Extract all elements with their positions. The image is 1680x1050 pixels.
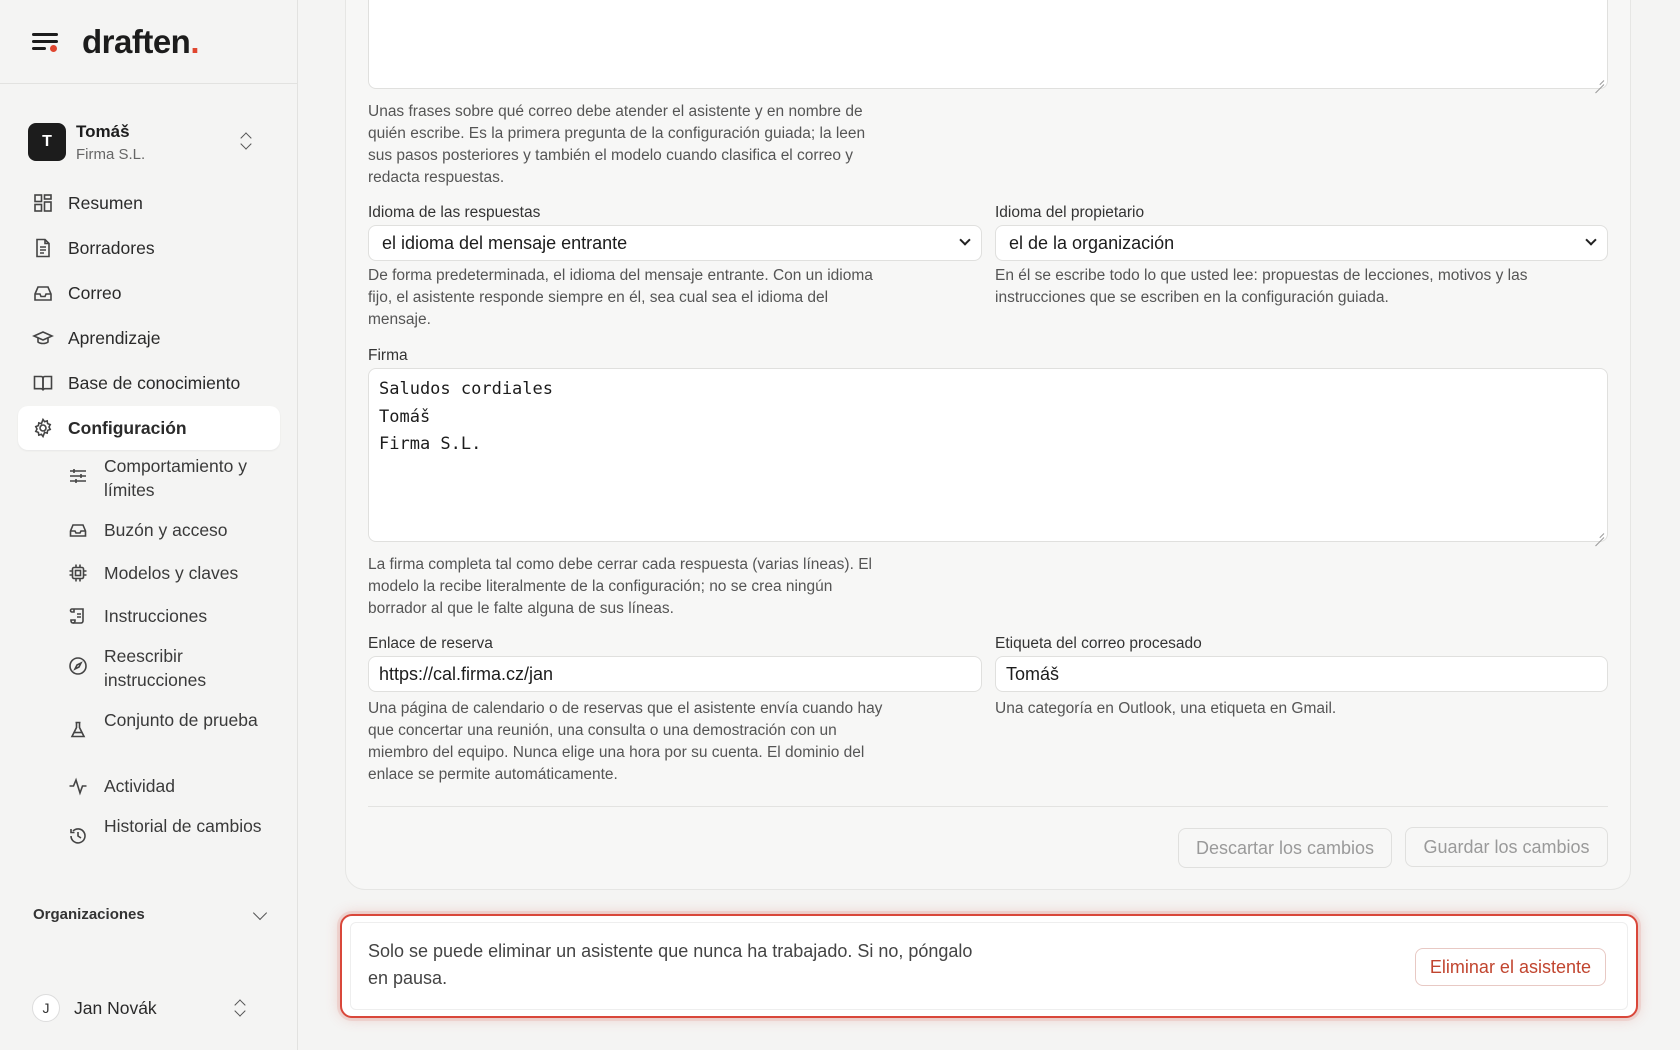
document-icon	[32, 237, 54, 259]
brand-bar	[0, 0, 297, 84]
chevron-down-icon	[1585, 234, 1596, 245]
subnav-item-instrucciones[interactable]: Instrucciones	[68, 604, 278, 644]
dashboard-icon	[32, 192, 54, 214]
account-switcher[interactable]	[28, 116, 272, 168]
subnav-item-actividad[interactable]: Actividad	[68, 774, 278, 814]
discard-changes-button[interactable]: Descartar los cambios	[1178, 828, 1392, 868]
processed-label-label: Etiqueta del correo procesado	[995, 635, 1202, 652]
settings-subnav	[68, 454, 278, 878]
graduation-cap-icon	[32, 327, 54, 349]
chip-icon	[68, 563, 88, 583]
main-content	[298, 0, 1680, 1050]
organizations-toggle[interactable]: Organizaciones	[33, 906, 265, 923]
logo[interactable]: draften.	[82, 22, 200, 60]
booking-link-label: Enlace de reserva	[368, 635, 493, 652]
booking-link-input[interactable]: https://cal.firma.cz/jan	[368, 656, 982, 692]
description-help: Unas frases sobre qué correo debe atender el asistente y en nombre de quién escribe. Es la primera pregunta de la configuración guiada; la leen sus pasos posteriores y también el modelo cuando clasifica el correo y redacta respuestas.	[368, 103, 866, 186]
history-icon	[68, 826, 88, 846]
compass-icon	[68, 656, 88, 676]
owner-language-select[interactable]: el de la organización	[995, 225, 1608, 261]
resize-handle[interactable]	[1594, 75, 1604, 85]
nav-item-base-de-conocimiento[interactable]: Base de conocimiento	[18, 361, 280, 405]
signature-help: La firma completa tal como debe cerrar cada respuesta (varias líneas). El modelo la recibe literalmente de la configuración; no se crea ningún borrador al que le falte alguna de sus líneas.	[368, 556, 872, 617]
user-name: Jan Novák	[74, 997, 157, 1018]
danger-zone	[340, 914, 1638, 1018]
sidebar	[0, 0, 298, 1050]
reply-language-select[interactable]: el idioma del mensaje entrante	[368, 225, 982, 261]
signature-textarea[interactable]: Saludos cordiales Tomáš Firma S.L.	[368, 368, 1608, 542]
processed-label-help: Una categoría en Outlook, una etiqueta en Gmail.	[995, 700, 1337, 717]
scroll-icon	[68, 606, 88, 626]
booking-link-help: Una página de calendario o de reservas que el asistente envía cuando hay que concertar una reunión, una consulta o una demostración con un miembro del equipo. Nunca elige una hora por su cuenta. El dominio del enlace se permite automáticamente.	[368, 700, 883, 783]
menu-icon[interactable]	[32, 31, 60, 53]
user-menu[interactable]	[32, 993, 272, 1023]
account-name: Tomáš	[76, 121, 130, 141]
processed-label-input[interactable]: Tomáš	[995, 656, 1608, 692]
inbox-icon	[68, 520, 88, 540]
flask-icon	[68, 720, 88, 740]
danger-zone-text: Solo se puede eliminar un asistente que nunca ha trabajado. Si no, póngalo en pausa.	[368, 941, 973, 988]
chevron-up-down-icon	[240, 130, 252, 152]
save-changes-button[interactable]: Guardar los cambios	[1405, 827, 1608, 867]
reply-language-label: Idioma de las respuestas	[368, 204, 541, 221]
subnav-item-modelos[interactable]: Modelos y claves	[68, 561, 278, 604]
signature-label: Firma	[368, 347, 408, 364]
account-org: Firma S.L.	[76, 145, 146, 163]
description-textarea[interactable]	[368, 0, 1608, 89]
nav-item-aprendizaje[interactable]: Aprendizaje	[18, 316, 280, 360]
settings-card	[345, 0, 1631, 890]
chevron-down-icon	[959, 234, 970, 245]
subnav-item-historial[interactable]: Historial de cambios	[68, 814, 278, 878]
book-icon	[32, 372, 54, 394]
subnav-item-comportamiento[interactable]: Comportamiento y límites	[68, 454, 278, 518]
nav-item-correo[interactable]: Correo	[18, 271, 280, 315]
account-avatar: T	[28, 123, 66, 161]
subnav-item-conjunto[interactable]: Conjunto de prueba	[68, 708, 278, 774]
user-avatar: J	[32, 994, 60, 1022]
chevron-down-icon	[253, 905, 267, 919]
delete-assistant-button[interactable]: Eliminar el asistente	[1415, 948, 1606, 986]
resize-handle[interactable]	[1594, 528, 1604, 538]
owner-language-label: Idioma del propietario	[995, 204, 1145, 221]
sliders-icon	[68, 466, 88, 486]
subnav-item-buzon[interactable]: Buzón y acceso	[68, 518, 278, 561]
owner-language-help: En él se escribe todo lo que usted lee: propuestas de lecciones, motivos y las instrucciones que se escriben en la configuración guiada.	[995, 267, 1528, 306]
activity-icon	[68, 776, 88, 796]
nav-item-resumen[interactable]: Resumen	[18, 181, 280, 225]
inbox-icon	[32, 282, 54, 304]
nav-item-borradores[interactable]: Borradores	[18, 226, 280, 270]
main-nav	[18, 181, 280, 451]
divider	[368, 806, 1608, 807]
nav-item-configuracion[interactable]: Configuración	[18, 406, 280, 450]
reply-language-help: De forma predeterminada, el idioma del mensaje entrante. Con un idioma fijo, el asistente responde siempre en él, sea cual sea el idioma del mensaje.	[368, 267, 873, 328]
chevron-up-down-icon	[234, 997, 246, 1019]
gear-icon	[32, 417, 54, 439]
subnav-item-reescribir[interactable]: Reescribir instrucciones	[68, 644, 278, 708]
